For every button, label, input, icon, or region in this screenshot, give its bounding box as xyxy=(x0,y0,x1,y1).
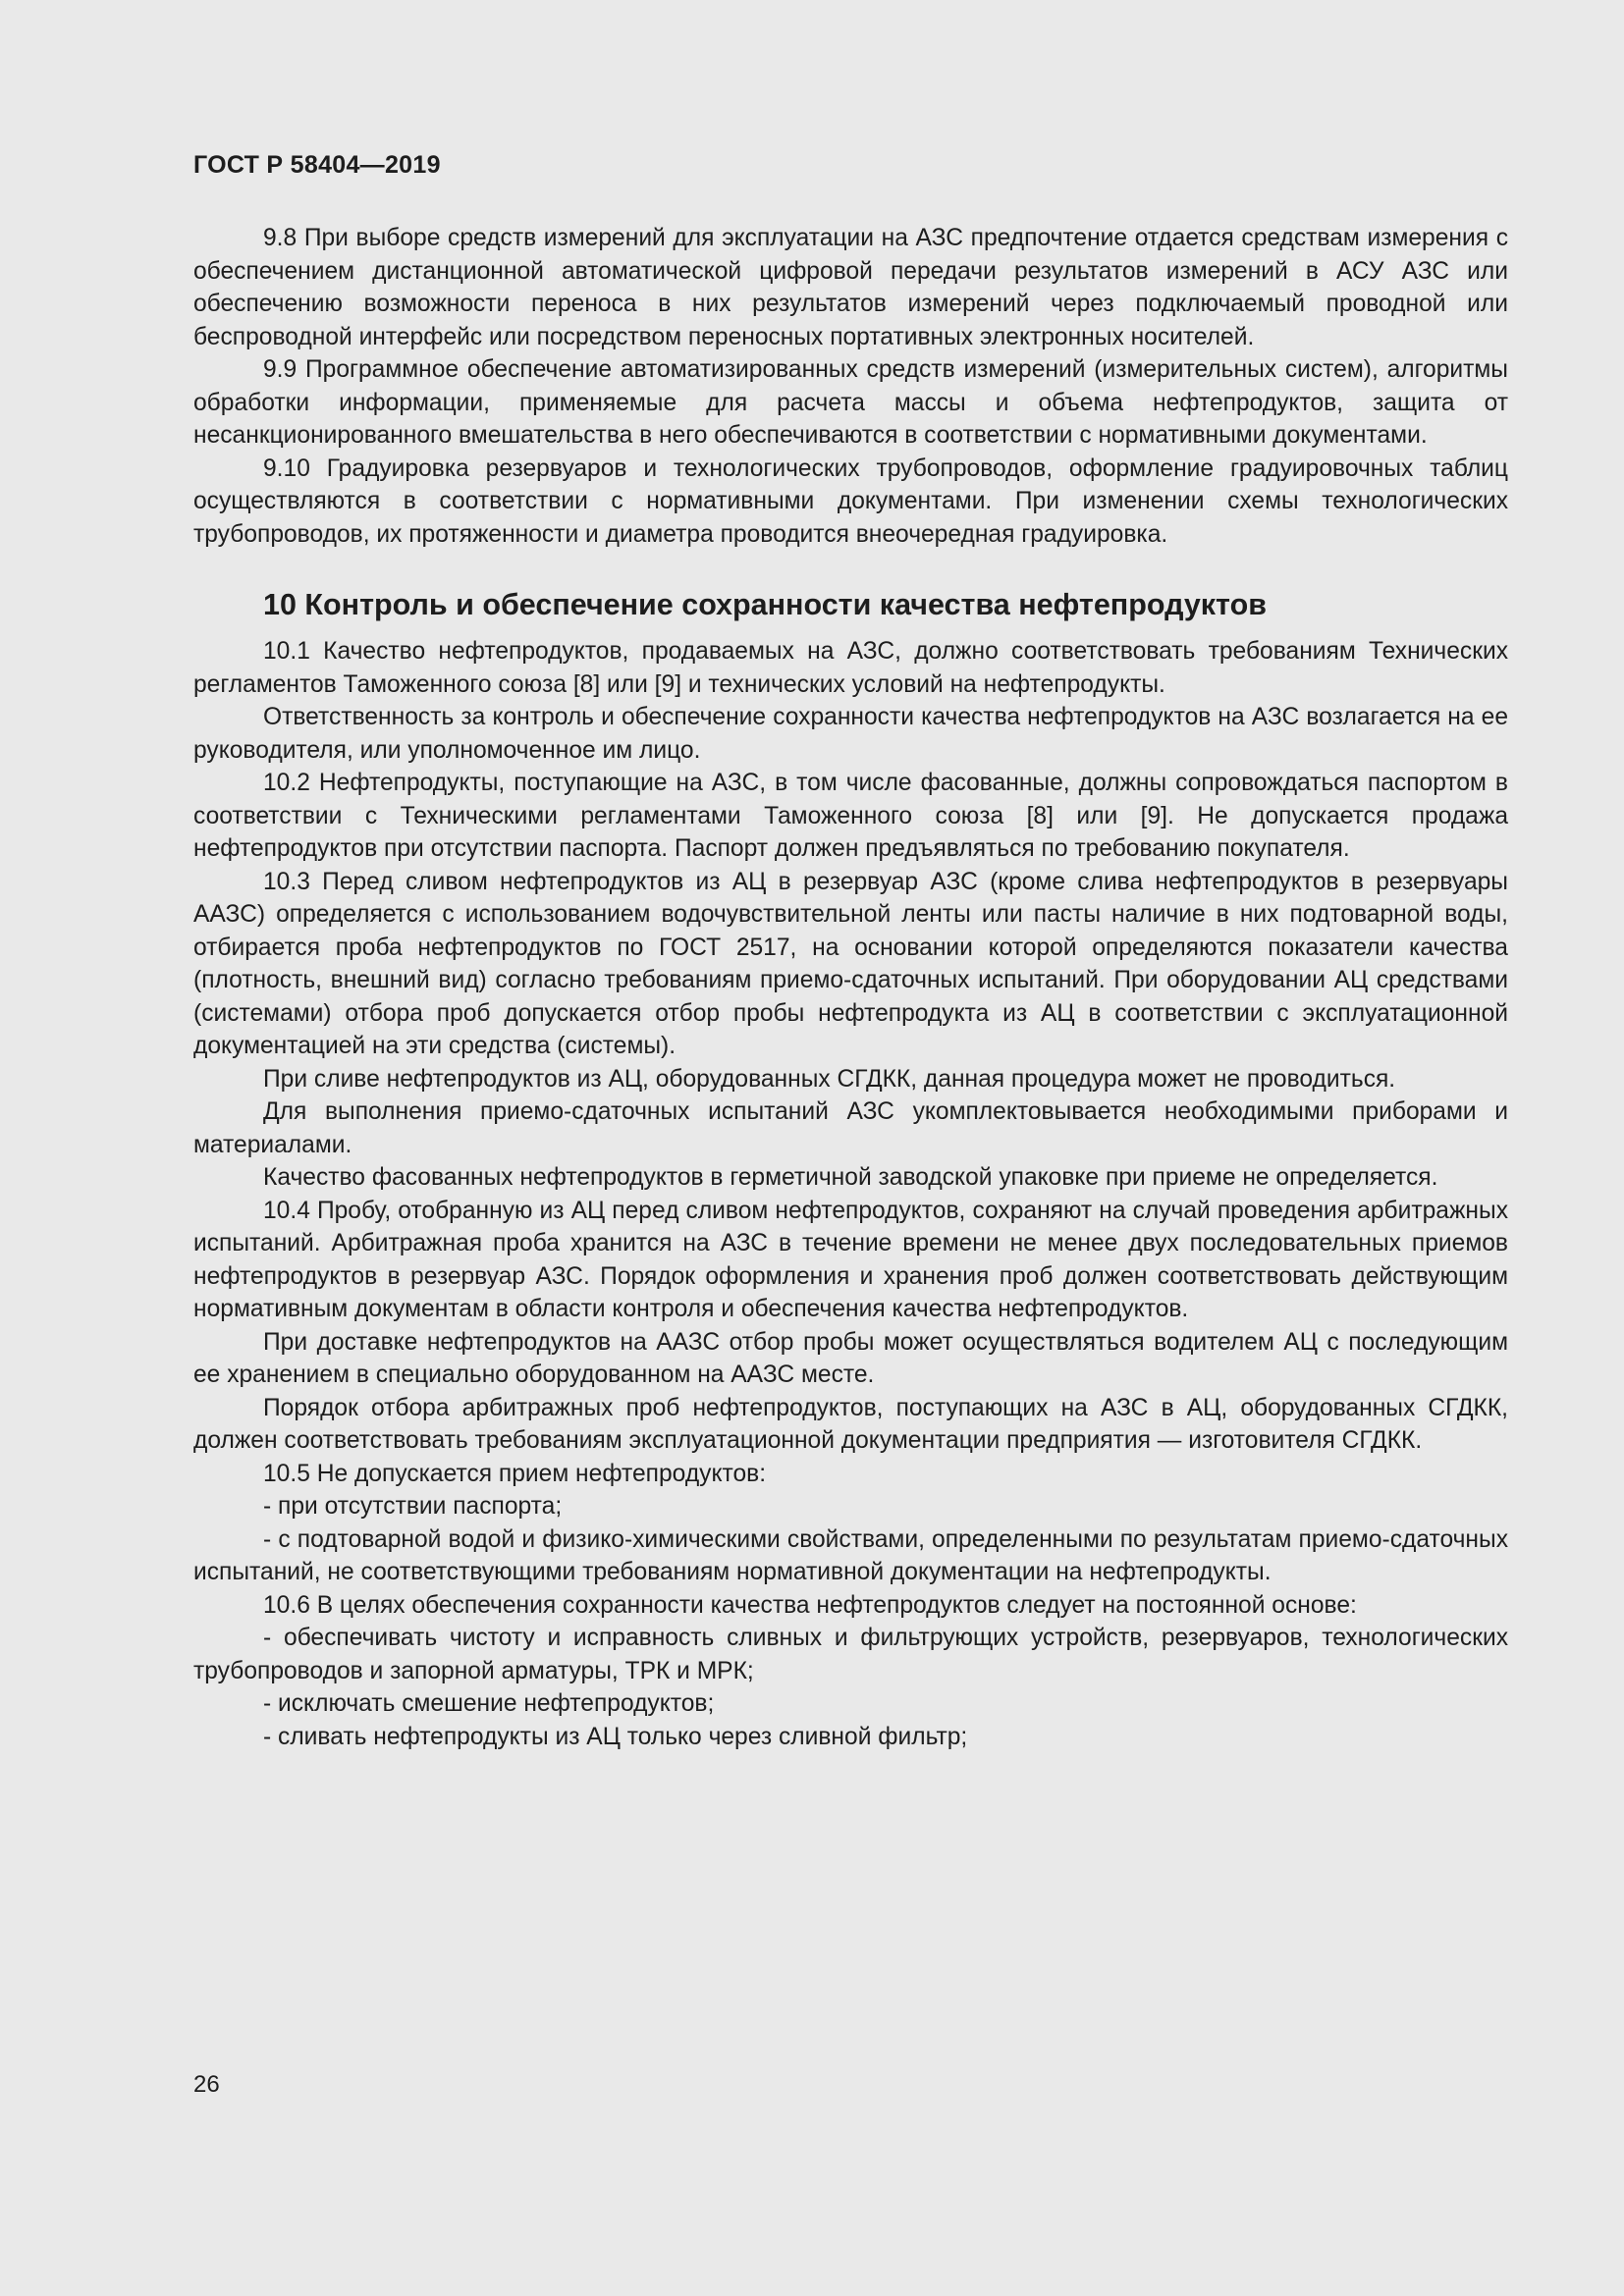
paragraph-9-10: 9.10 Градуировка резервуаров и технологических трубопроводов, оформление градуировочных таблиц осуществляются в соответствии с нормативными документами. При изменении схемы технологических трубопроводов, их протяженности и диаметра проводится внеочередная градуировка. xyxy=(193,454,1508,548)
paragraph-10-4: 10.4 Пробу, отобранную из АЦ перед сливом нефтепродуктов, сохраняют на случай проведения арбитражных испытаний. Арбитражная проба хранится на АЗС в течение времени не менее двух последовательных приемов нефтепродуктов в резервуар АЗС. Порядок оформления и хранения проб должен соответствовать действующим нормативным документам в области контроля и обеспечения качества нефтепродуктов. xyxy=(193,1197,1508,1322)
list-item-cleanliness: - обеспечивать чистоту и исправность сливных и фильтрующих устройств, резервуаров, технологических трубопроводов и запорной арматуры, ТРК и МРК; xyxy=(193,1625,1508,1684)
document-code-header: ГОСТ Р 58404—2019 xyxy=(193,151,441,179)
page-number: 26 xyxy=(193,2071,220,2098)
paragraph-responsibility: Ответственность за контроль и обеспечение сохранности качества нефтепродуктов на АЗС возлагается на ее руководителя, или уполномоченное им лицо. xyxy=(193,704,1508,764)
paragraph-9-8: 9.8 При выборе средств измерений для эксплуатации на АЗС предпочтение отдается средствам измерения с обеспечением дистанционной автоматической цифровой передачи результатов измерений в АСУ АЗС или обеспечению возможности переноса в них результатов измерений через подключаемый проводной или беспроводной интерфейс или посредством переносных портативных электронных носителей. xyxy=(193,225,1508,350)
list-item-no-passport: - при отсутствии паспорта; xyxy=(263,1493,563,1520)
paragraph-aazs-delivery: При доставке нефтепродуктов на ААЗС отбор пробы может осуществляться водителем АЦ с последующим ее хранением в специально оборудованном на ААЗС месте. xyxy=(193,1328,1508,1388)
list-item-no-mixing: - исключать смешение нефтепродуктов; xyxy=(263,1690,715,1717)
paragraph-10-6: 10.6 В целях обеспечения сохранности качества нефтепродуктов следует на постоянной основе: xyxy=(263,1591,1357,1619)
paragraph-10-5: 10.5 Не допускается прием нефтепродуктов: xyxy=(263,1460,767,1487)
paragraph-10-1: 10.1 Качество нефтепродуктов, продаваемых на АЗС, должно соответствовать требованиям Технических регламентов Таможенного союза [8] или [9] и технических условий на нефтепродукты. xyxy=(193,638,1508,698)
list-item-drain-filter: - сливать нефтепродукты из АЦ только через сливной фильтр; xyxy=(263,1723,968,1750)
document-body xyxy=(193,222,1508,1753)
paragraph-sgdkk-drain: При сливе нефтепродуктов из АЦ, оборудованных СГДКК, данная процедура может не проводиться. xyxy=(263,1065,1396,1093)
paragraph-10-3: 10.3 Перед сливом нефтепродуктов из АЦ в резервуар АЗС (кроме слива нефтепродуктов в резервуары ААЗС) определяется с использованием водочувствительной ленты или пасты наличие в них подтоварной воды, отбирается проба нефтепродуктов по ГОСТ 2517, на основании которой определяются показатели качества (плотность, внешний вид) согласно требованиям приемо-сдаточных испытаний. При оборудовании АЦ средствами (системами) отбора проб допускается отбор пробы нефтепродукта из АЦ в соответствии с эксплуатационной документацией на эти средства (системы). xyxy=(193,868,1508,1059)
paragraph-10-2: 10.2 Нефтепродукты, поступающие на АЗС, в том числе фасованные, должны сопровождаться паспортом в соответствии с Техническими регламентами Таможенного союза [8] или [9]. Не допускается продажа нефтепродуктов при отсутствии паспорта. Паспорт должен предъявляться по требованию покупателя. xyxy=(193,770,1508,862)
section-10-title: 10 Контроль и обеспечение сохранности качества нефтепродуктов xyxy=(263,588,1267,621)
paragraph-arbitration-samples: Порядок отбора арбитражных проб нефтепродуктов, поступающих на АЗС в АЦ, оборудованных СГДКК, должен соответствовать требованиям эксплуатационной документации предприятия — изготовителя СГДКК. xyxy=(193,1394,1508,1454)
paragraph-packaged-quality: Качество фасованных нефтепродуктов в герметичной заводской упаковке при приеме не определяется. xyxy=(263,1164,1438,1191)
list-item-water: - с подтоварной водой и физико-химическими свойствами, определенными по результатам приемо-сдаточных испытаний, не соответствующими требованиям нормативной документации на нефтепродукты. xyxy=(193,1525,1508,1585)
paragraph-equipment: Для выполнения приемо-сдаточных испытаний АЗС укомплектовывается необходимыми приборами и материалами. xyxy=(193,1098,1508,1158)
paragraph-9-9: 9.9 Программное обеспечение автоматизированных средств измерений (измерительных систем), алгоритмы обработки информации, применяемые для расчета массы и объема нефтепродуктов, защита от несанкционированного вмешательства в него обеспечиваются в соответствии с нормативными документами. xyxy=(193,356,1508,449)
